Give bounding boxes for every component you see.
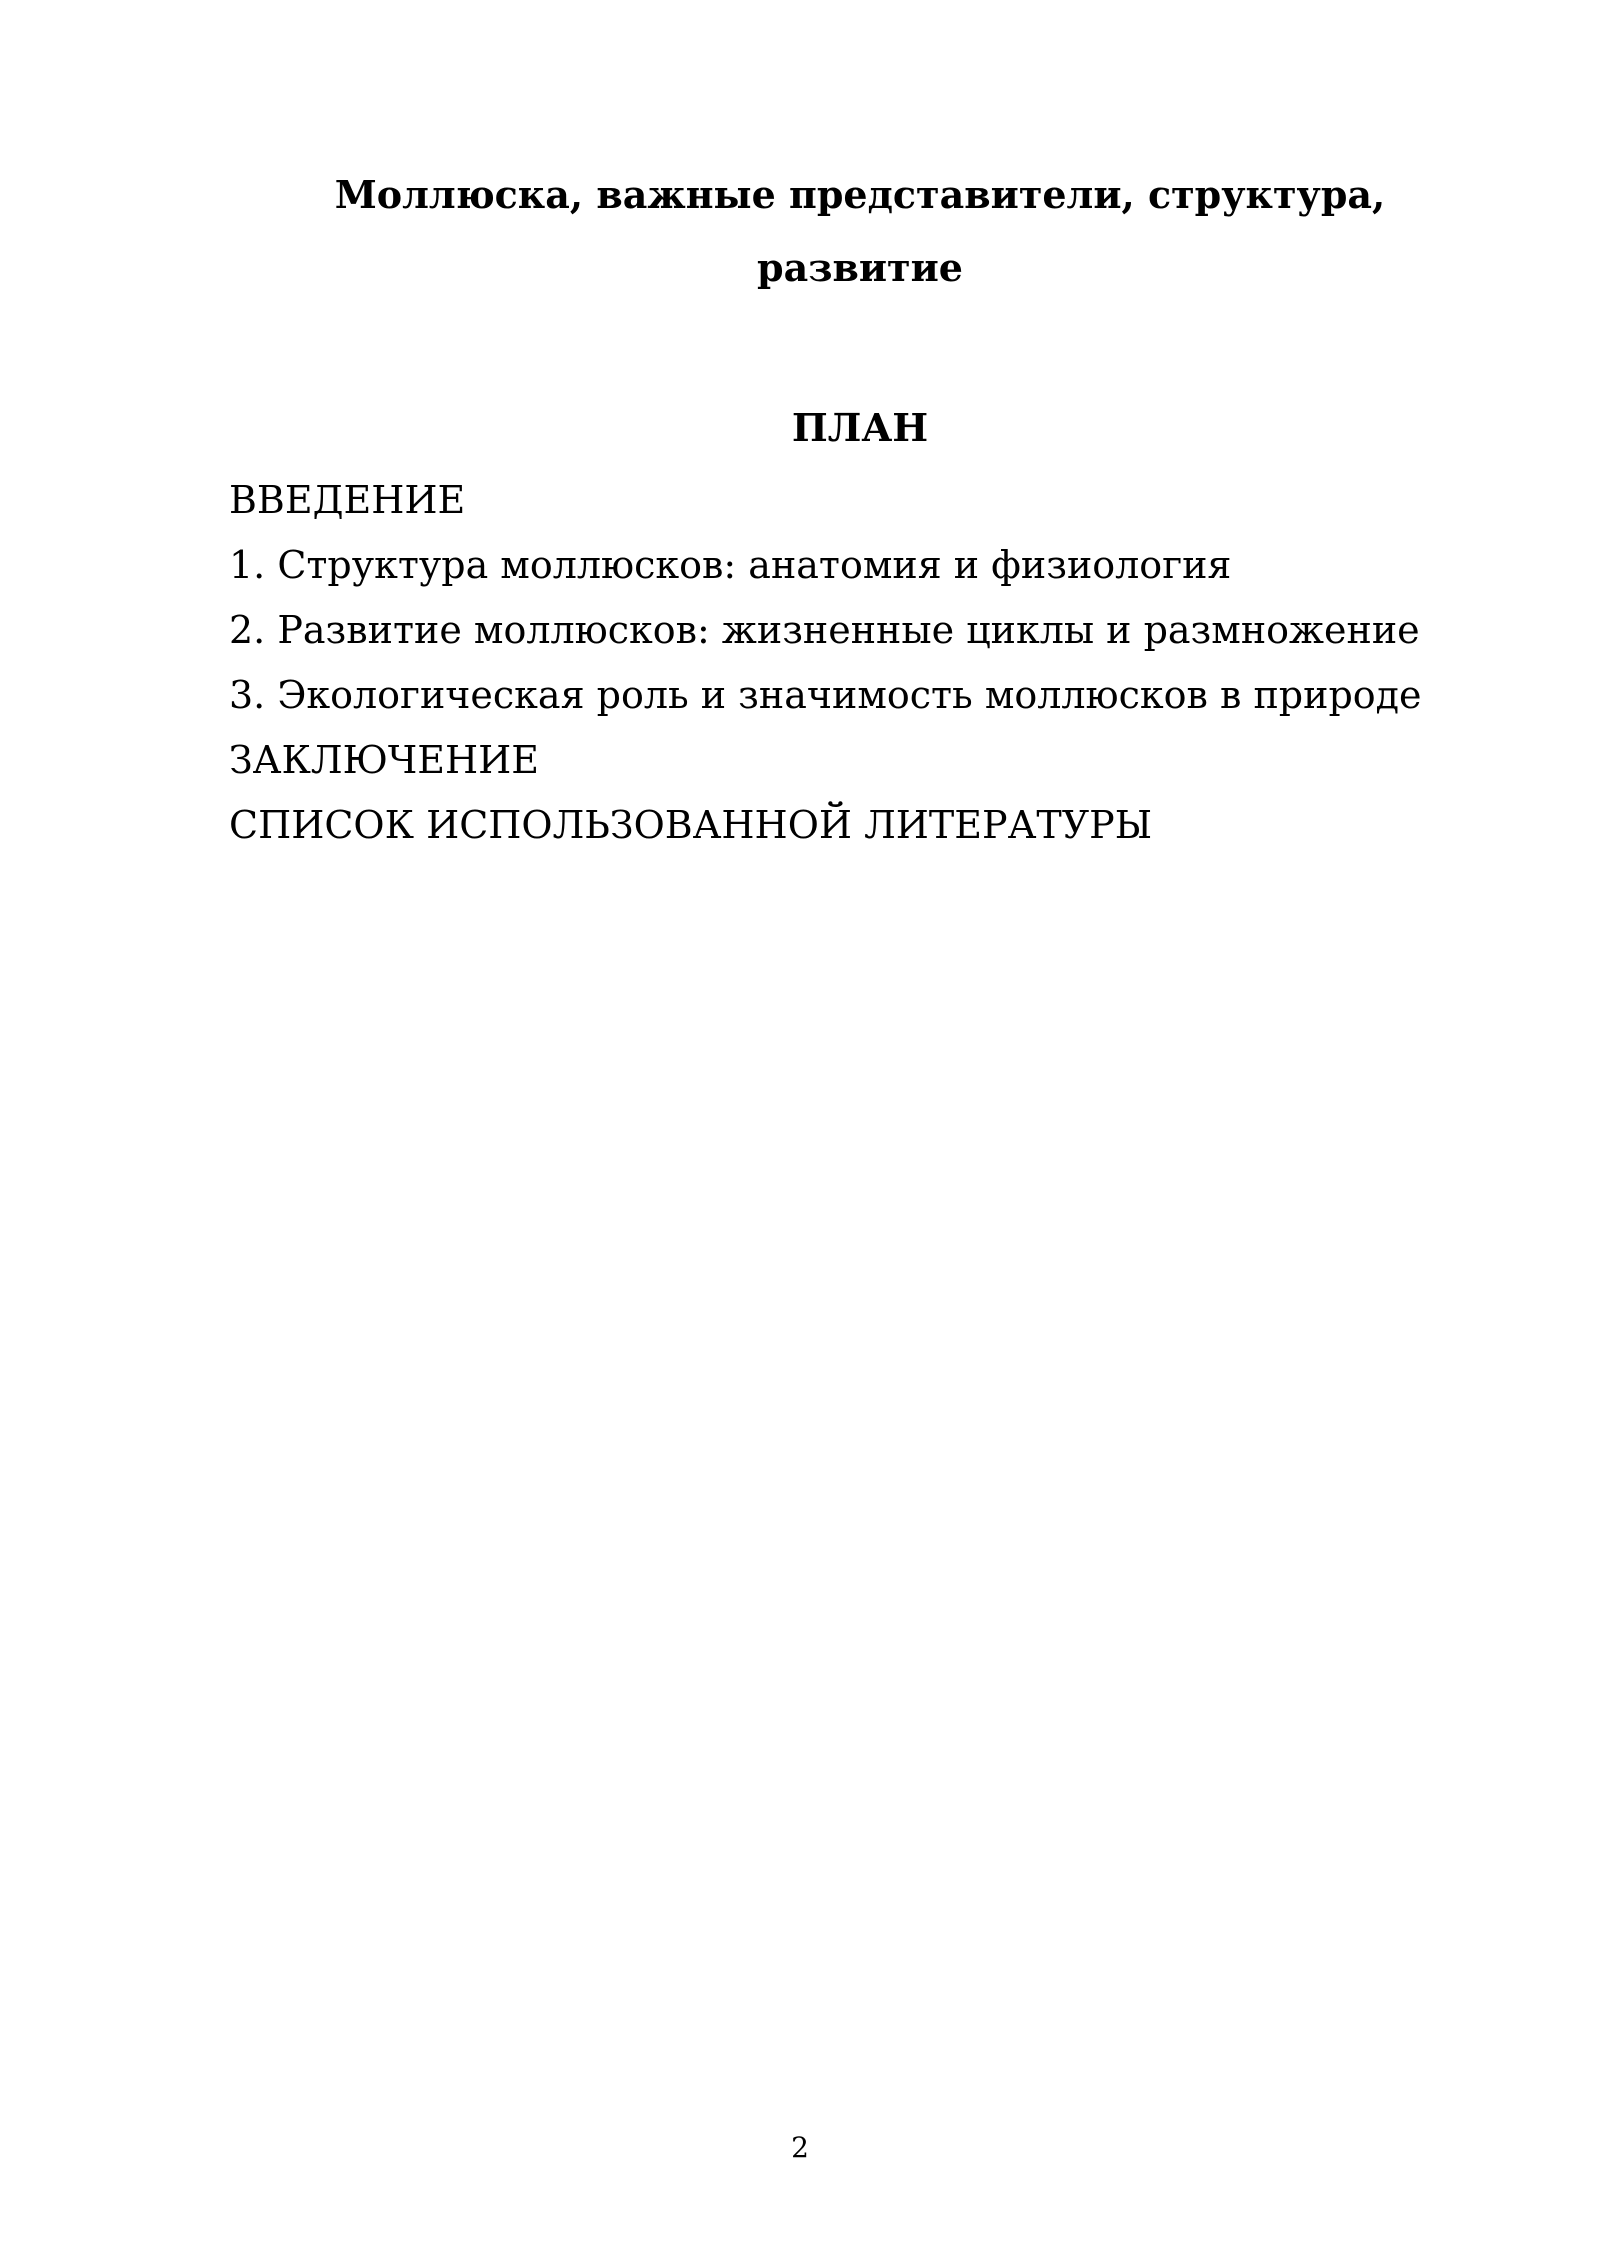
document-title: Моллюска, важные представители, структура, развитие [334, 172, 1386, 290]
toc-item-conclusion: ЗАКЛЮЧЕНИЕ [229, 738, 540, 782]
toc-item-references: СПИСОК ИСПОЛЬЗОВАННОЙ ЛИТЕРАТУРЫ [229, 803, 1153, 847]
table-of-contents [229, 468, 1469, 858]
toc-item-introduction: ВВЕДЕНИЕ [229, 478, 466, 522]
page-number: 2 [791, 2131, 809, 2164]
toc-item-chapter-1: 1. Структура моллюсков: анатомия и физиология [229, 543, 1232, 587]
toc-item-chapter-2: 2. Развитие моллюсков: жизненные циклы и размножение [229, 608, 1420, 652]
toc-item-chapter-3: 3. Экологическая роль и значимость моллюсков в природе [229, 673, 1422, 717]
plan-heading: ПЛАН [791, 405, 929, 450]
